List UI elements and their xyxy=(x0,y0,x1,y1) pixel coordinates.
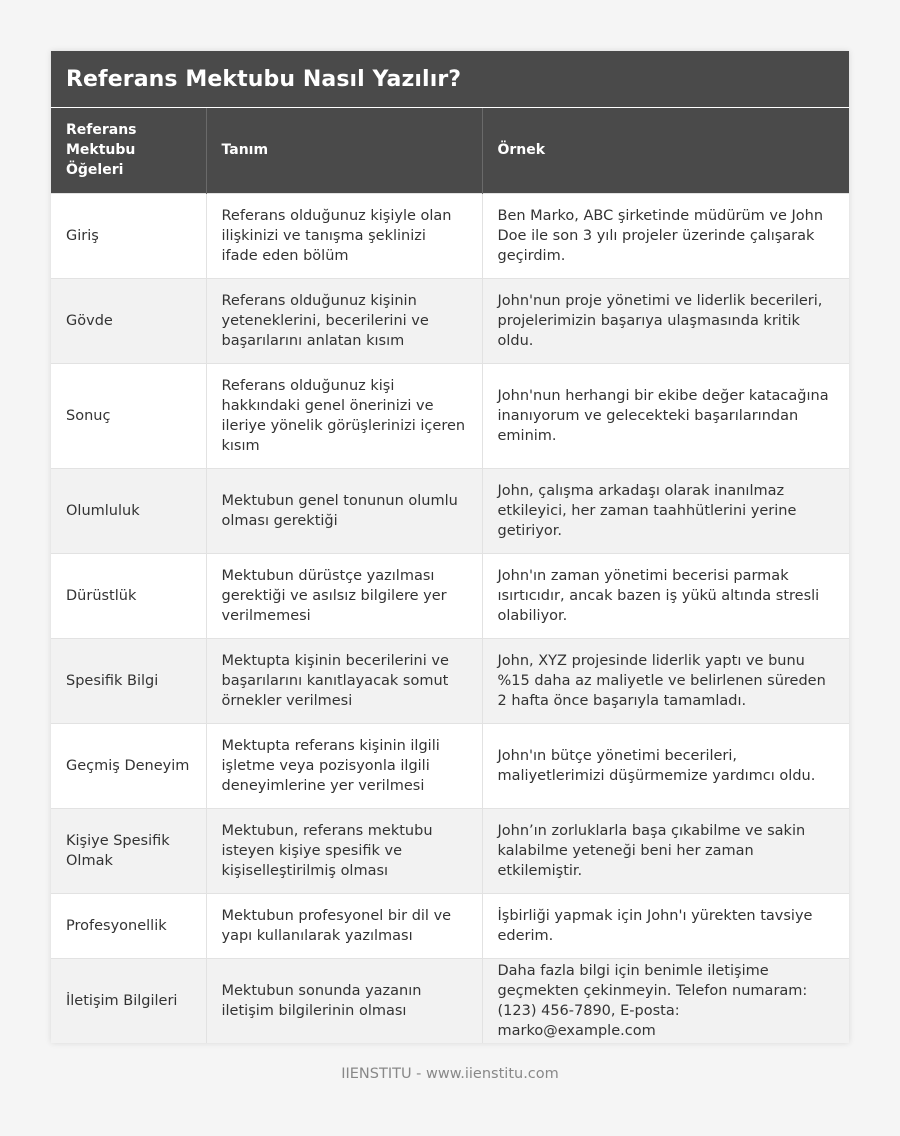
cell-definition: Mektubun genel tonunun olumlu olması gerektiği xyxy=(206,468,482,553)
cell-example: John'ın zaman yönetimi becerisi parmak ısırtıcıdır, ancak bazen iş yükü altında stresli olabiliyor. xyxy=(482,553,849,638)
cell-example: John, XYZ projesinde liderlik yaptı ve bunu %15 daha az maliyetle ve belirlenen süreden 2 hafta önce başarıyla tamamladı. xyxy=(482,638,849,723)
cell-element: Kişiye Spesifik Olmak xyxy=(51,808,206,893)
cell-element: Profesyonellik xyxy=(51,893,206,958)
cell-example: John’ın zorluklarla başa çıkabilme ve sakin kalabilme yeteneği beni her zaman etkilemiştir. xyxy=(482,808,849,893)
cell-example: İşbirliği yapmak için John'ı yürekten tavsiye ederim. xyxy=(482,893,849,958)
table-row xyxy=(51,553,849,638)
title-bar xyxy=(51,51,849,108)
table-row xyxy=(51,958,849,1043)
table-row xyxy=(51,468,849,553)
table-row xyxy=(51,893,849,958)
cell-element: Geçmiş Deneyim xyxy=(51,723,206,808)
table-header-row xyxy=(51,108,849,193)
cell-definition: Referans olduğunuz kişiyle olan ilişkinizi ve tanışma şeklinizi ifade eden bölüm xyxy=(206,193,482,278)
cell-example: Daha fazla bilgi için benimle iletişime geçmekten çekinmeyin. Telefon numaram: (123) 456-7890, E-posta: marko@example.com xyxy=(482,958,849,1043)
table-row xyxy=(51,808,849,893)
cell-element: Gövde xyxy=(51,278,206,363)
table-card xyxy=(51,51,849,1043)
table-row xyxy=(51,278,849,363)
column-header-element: Referans Mektubu Öğeleri xyxy=(51,108,206,193)
table-row xyxy=(51,193,849,278)
data-table xyxy=(51,108,849,1043)
cell-element: Sonuç xyxy=(51,363,206,468)
cell-element: Giriş xyxy=(51,193,206,278)
column-header-example: Örnek xyxy=(482,108,849,193)
column-header-definition: Tanım xyxy=(206,108,482,193)
cell-definition: Mektupta referans kişinin ilgili işletme veya pozisyonla ilgili deneyimlerine yer verilmesi xyxy=(206,723,482,808)
cell-example: Ben Marko, ABC şirketinde müdürüm ve John Doe ile son 3 yılı projeler üzerinde çalışarak geçirdim. xyxy=(482,193,849,278)
cell-definition: Mektubun profesyonel bir dil ve yapı kullanılarak yazılması xyxy=(206,893,482,958)
cell-example: John'nun proje yönetimi ve liderlik becerileri, projelerimizin başarıya ulaşmasında kritik oldu. xyxy=(482,278,849,363)
cell-definition: Mektubun, referans mektubu isteyen kişiye spesifik ve kişiselleştirilmiş olması xyxy=(206,808,482,893)
table-row xyxy=(51,638,849,723)
cell-example: John, çalışma arkadaşı olarak inanılmaz etkileyici, her zaman taahhütlerini yerine getiriyor. xyxy=(482,468,849,553)
cell-element: İletişim Bilgileri xyxy=(51,958,206,1043)
footer-credit: IIENSTITU - www.iienstitu.com xyxy=(341,1066,559,1082)
cell-element: Dürüstlük xyxy=(51,553,206,638)
cell-element: Olumluluk xyxy=(51,468,206,553)
cell-definition: Mektupta kişinin becerilerini ve başarılarını kanıtlayacak somut örnekler verilmesi xyxy=(206,638,482,723)
cell-definition: Mektubun dürüstçe yazılması gerektiği ve asılsız bilgilere yer verilmemesi xyxy=(206,553,482,638)
table-row xyxy=(51,723,849,808)
cell-definition: Mektubun sonunda yazanın iletişim bilgilerinin olması xyxy=(206,958,482,1043)
cell-element: Spesifik Bilgi xyxy=(51,638,206,723)
table-row xyxy=(51,363,849,468)
page-title: Referans Mektubu Nasıl Yazılır? xyxy=(66,66,462,92)
cell-definition: Referans olduğunuz kişinin yeteneklerini, becerilerini ve başarılarını anlatan kısım xyxy=(206,278,482,363)
cell-definition: Referans olduğunuz kişi hakkındaki genel önerinizi ve ileriye yönelik görüşlerinizi içeren kısım xyxy=(206,363,482,468)
cell-example: John'ın bütçe yönetimi becerileri, maliyetlerimizi düşürmemize yardımcı oldu. xyxy=(482,723,849,808)
cell-example: John'nun herhangi bir ekibe değer katacağına inanıyorum ve gelecekteki başarılarından eminim. xyxy=(482,363,849,468)
